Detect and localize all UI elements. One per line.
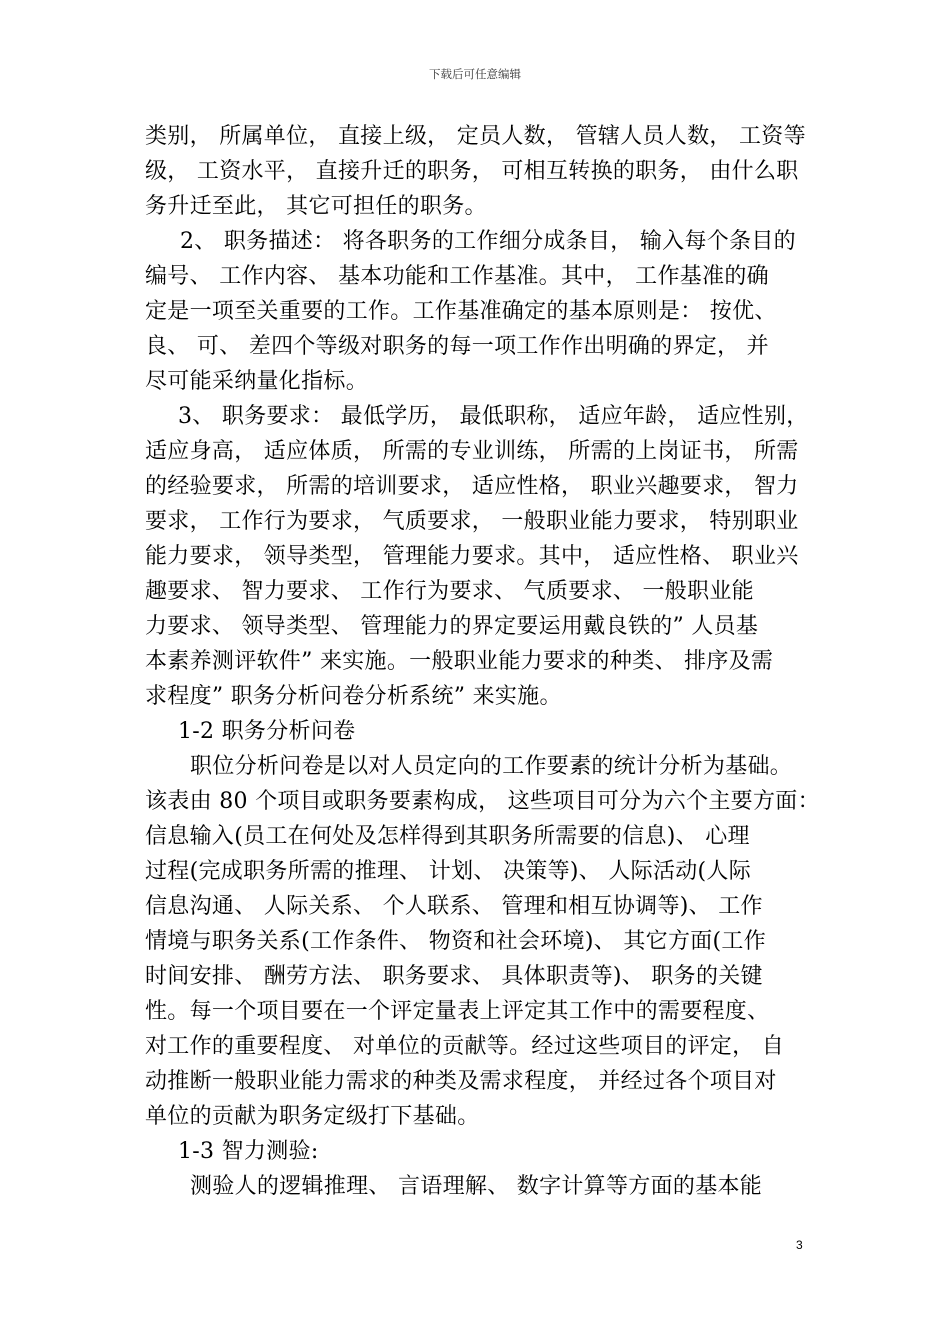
body-line: 3、 职务要求： 最低学历， 最低职称， 适应年龄， 适应性别，	[178, 404, 809, 429]
body-line: 适应身高， 适应体质， 所需的专业训练， 所需的上岗证书， 所需	[145, 439, 799, 464]
body-line: 动推断一般职业能力需求的种类及需求程度， 并经过各个项目对	[145, 1069, 777, 1094]
body-line: 编号、 工作内容、 基本功能和工作基准。其中， 工作基准的确	[145, 264, 769, 289]
body-line: 该表由 80 个项目或职务要素构成， 这些项目可分为六个主要方面：	[145, 789, 820, 814]
body-line: 2、 职务描述： 将各职务的工作细分成条目， 输入每个条目的	[180, 229, 796, 254]
body-line: 的经验要求， 所需的培训要求， 适应性格， 职业兴趣要求， 智力	[145, 474, 799, 499]
body-line: 性。每一个项目要在一个评定量表上评定其工作中的需要程度、	[145, 999, 770, 1024]
body-line: 求程度” 职务分析问卷分析系统” 来实施。	[145, 684, 562, 709]
body-line: 信息输入(员工在何处及怎样得到其职务所需要的信息)、 心理	[145, 824, 750, 849]
body-line: 务升迁至此， 其它可担任的职务。	[145, 194, 487, 219]
body-line: 职位分析问卷是以对人员定向的工作要素的统计分析为基础。	[190, 754, 793, 779]
body-line: 能力要求， 领导类型， 管理能力要求。其中， 适应性格、 职业兴	[145, 544, 799, 569]
body-line: 要求， 工作行为要求， 气质要求， 一般职业能力要求， 特别职业	[145, 509, 799, 534]
body-line: 尽可能采纳量化指标。	[145, 369, 369, 394]
body-line: 趣要求、 智力要求、 工作行为要求、 气质要求、 一般职业能	[145, 579, 754, 604]
body-line: 情境与职务关系(工作条件、 物资和社会环境)、 其它方面(工作	[145, 929, 767, 954]
body-line: 类别， 所属单位， 直接上级， 定员人数， 管辖人员人数， 工资等	[145, 124, 806, 149]
page-header: 下载后可任意编辑	[429, 67, 521, 81]
body-line: 本素养测评软件” 来实施。一般职业能力要求的种类、 排序及需	[145, 649, 774, 674]
body-line: 单位的贡献为职务定级打下基础。	[145, 1104, 480, 1129]
body-line: 时间安排、 酬劳方法、 职务要求、 具体职责等)、 职务的关键	[145, 964, 763, 989]
body-line: 测验人的逻辑推理、 言语理解、 数字计算等方面的基本能	[190, 1174, 763, 1199]
body-line: 良、 可、 差四个等级对职务的每一项工作作出明确的界定， 并	[145, 334, 769, 359]
body-line: 过程(完成职务所需的推理、 计划、 决策等)、 人际活动(人际	[145, 859, 752, 884]
body-line: 级， 工资水平， 直接升迁的职务， 可相互转换的职务， 由什么职	[145, 159, 799, 184]
section-heading: 1-3 智力测验:	[178, 1139, 319, 1164]
body-line: 信息沟通、 人际关系、 个人联系、 管理和相互协调等)、 工作	[145, 894, 763, 919]
body-line: 力要求、 领导类型、 管理能力的界定要运用戴良铁的” 人员基	[145, 614, 759, 639]
page-number: 3	[796, 1238, 803, 1252]
body-line: 定是一项至关重要的工作。工作基准确定的基本原则是： 按优、	[145, 299, 777, 324]
body-line: 对工作的重要程度、 对单位的贡献等。经过这些项目的评定， 自	[145, 1034, 784, 1059]
section-heading: 1-2 职务分析问卷	[178, 719, 356, 744]
